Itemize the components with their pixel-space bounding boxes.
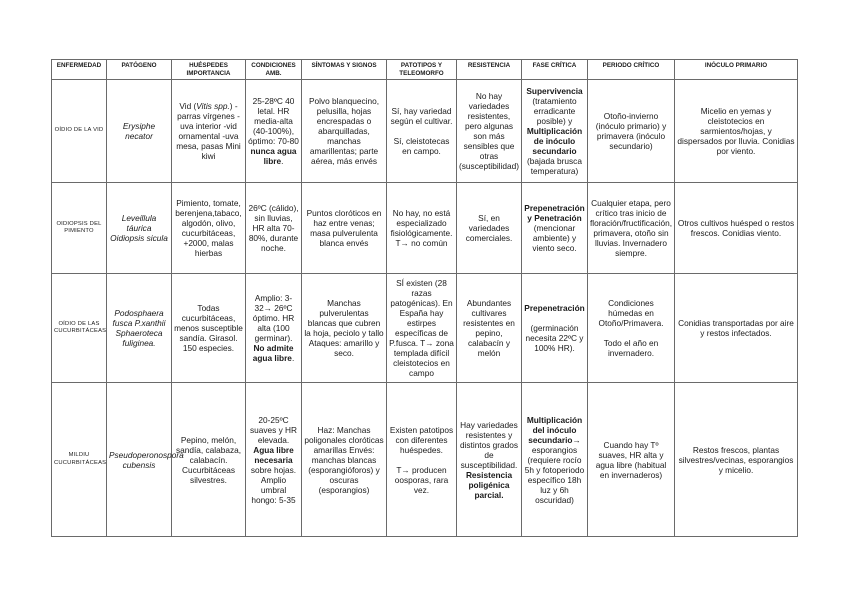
cell-enfermedad: OÍDIO DE LAS CUCURBITÁCEAS <box>52 274 107 383</box>
cell-enfermedad: OIDIOPSIS DEL PIMIENTO <box>52 183 107 274</box>
table-row <box>52 274 798 383</box>
text-part-bold: nunca agua libre <box>250 146 297 166</box>
text-part: Vid ( <box>179 101 197 111</box>
cell-resistencia <box>457 383 522 537</box>
text-part: (mencionar ambiente) y viento seco. <box>532 223 577 253</box>
text-part: Sí, hay variedad según el cultivar. <box>390 106 453 126</box>
cell-periodo-critico: Otoño-invierno (inóculo primario) y primavera (inóculo secundario) <box>588 80 675 183</box>
cell-enfermedad: OÍDIO DE LA VID <box>52 80 107 183</box>
text-part: Existen patotipos con diferentes huéspedes. <box>389 424 454 455</box>
cell-huespedes: Todas cucurbitáceas, menos susceptible sandía. Girasol. 150 especies. <box>172 274 246 383</box>
disease-table <box>51 59 798 537</box>
cell-patotipos: SÍ existen (28 razas patogénicas). En España hay estirpes específicas de P.fusca. T→ zona templada difícil cleistotecios en campo <box>387 274 457 383</box>
cell-patotipos <box>387 383 457 537</box>
text-part: . <box>291 353 295 363</box>
text-part: (germinación necesita 22ºC y 100% HR). <box>525 323 584 353</box>
text-part: Amplio: 3-32→ 26ºC óptimo. HR alta (100 germinar). <box>252 293 295 343</box>
text-part: (tratamiento erradicante posible) y <box>532 96 577 126</box>
header-row <box>52 60 798 80</box>
cell-periodo-critico: Cuando hay Tº suaves, HR alta y agua libre (habitual en invernaderos) <box>588 383 675 537</box>
header-fase-critica: FASE CRÍTICA <box>522 60 588 80</box>
cell-inoculo-primario: Micelio en yemas y cleistotecios en sarmientos/hojas, y dispersados por lluvia. Conidias por viento. <box>675 80 798 183</box>
table-row <box>52 183 798 274</box>
text-part: (bajada brusca temperatura) <box>527 156 582 176</box>
cell-sintomas: Manchas pulverulentas blancas que cubren la hoja, peciolo y tallo Ataques: amarillo y seco. <box>302 274 387 383</box>
text-part: T→ producen oosporas, rara vez. <box>394 464 449 495</box>
header-patotipos: PATOTIPOS Y TELEOMORFO <box>387 60 457 80</box>
cell-inoculo-primario: Otros cultivos huésped o restos frescos. Conidias viento. <box>675 183 798 274</box>
text-part: ) -parras vírgenes -uva interior -vid ornamental -uva mesa, pasas Mini kiwi <box>176 101 241 161</box>
text-part-bold: Multiplicación del inóculo secundario <box>526 414 583 445</box>
header-sintomas: SÍNTOMAS Y SIGNOS <box>302 60 387 80</box>
cell-patogeno: Pseudoperonospora cubensis <box>107 383 172 537</box>
cell-patogeno: Leveillula táurica Oidiopsis sicula <box>107 183 172 274</box>
cell-resistencia: Abundantes cultivares resistentes en pepino, calabacín y melón <box>457 274 522 383</box>
header-condiciones: CONDICIONES AMB. <box>246 60 302 80</box>
text-part: Sí, cleistotecas en campo. <box>393 136 450 156</box>
cell-enfermedad: MILDIU CUCURBITÁCEAS <box>52 383 107 537</box>
cell-sintomas: Puntos cloróticos en haz entre venas; masa pulverulenta blanca envés <box>302 183 387 274</box>
cell-patotipos: No hay, no está especializado fisiológicamente. T→ no común <box>387 183 457 274</box>
cell-condiciones <box>246 80 302 183</box>
text-part-bold: Prepenetración <box>524 303 585 313</box>
text-part-bold: Supervivencia <box>526 86 583 96</box>
text-part-italic: Vitis spp. <box>196 101 230 111</box>
cell-patogeno: Podosphaera fusca P.xanthii Sphaeroteca fuliginea. <box>107 274 172 383</box>
text-part: → esporangios (requiere rocío 5h y fotoperiodo específico 18h luz y 6h oscuridad) <box>524 434 585 505</box>
cell-huespedes <box>172 80 246 183</box>
text-part-bold: Agua libre necesaria <box>253 444 294 465</box>
cell-sintomas: Haz: Manchas poligonales cloróticas amarillas Envés: manchas blancas (esporangióforos) y oscuras (esporangios) <box>302 383 387 537</box>
text-part-bold: Prepenetración y Penetración <box>524 203 585 223</box>
header-inoculo-primario: INÓCULO PRIMARIO <box>675 60 798 80</box>
cell-huespedes: Pepino, melón, sandía, calabaza, calabacín. Cucurbitáceas silvestres. <box>172 383 246 537</box>
text-part: Condiciones húmedas en Otoño/Primavera. <box>598 298 664 328</box>
cell-inoculo-primario: Restos frescos, plantas silvestres/vecinas, esporangios y micelio. <box>675 383 798 537</box>
header-huespedes: HUÉSPEDES IMPORTANCIA <box>172 60 246 80</box>
cell-periodo-critico: Cualquier etapa, pero crítico tras inicio de floración/fructificación, primavera, otoño sin lluvias. Invernadero siempre. <box>588 183 675 274</box>
cell-fase-critica <box>522 383 588 537</box>
text-part: Hay variedades resistentes y distintos grados de susceptibilidad. <box>459 419 519 470</box>
table-row <box>52 80 798 183</box>
cell-fase-critica <box>522 80 588 183</box>
cell-condiciones <box>246 274 302 383</box>
cell-fase-critica <box>522 274 588 383</box>
cell-periodo-critico <box>588 274 675 383</box>
text-part-bold: No admite agua libre <box>252 343 294 363</box>
cell-condiciones: 26ºC (cálido), sin lluvias, HR alta 70-80%, durante noche. <box>246 183 302 274</box>
table-row <box>52 383 798 537</box>
cell-fase-critica <box>522 183 588 274</box>
cell-patogeno: Erysiphe necator <box>107 80 172 183</box>
text-part: sobre hojas. Amplio umbral hongo: 5-35 <box>250 464 297 505</box>
text-part: . <box>281 156 284 166</box>
text-part-bold: Resistencia poligénica parcial. <box>465 469 513 500</box>
header-resistencia: RESISTENCIA <box>457 60 522 80</box>
header-patogeno: PATÓGENO <box>107 60 172 80</box>
header-periodo-critico: PERIODO CRÍTICO <box>588 60 675 80</box>
text-part: Todo el año en invernadero. <box>603 338 659 358</box>
text-part: 25-28ºC 40 letal. HR media-alta (40-100%), óptimo: 70-80 <box>248 96 299 146</box>
text-part-bold: Multiplicación de inóculo secundario <box>526 126 583 156</box>
cell-inoculo-primario: Conidias transportadas por aire y restos infectados. <box>675 274 798 383</box>
cell-patotipos <box>387 80 457 183</box>
text-part: 20-25ºC suaves y HR elevada. <box>249 414 298 445</box>
header-enfermedad: ENFERMEDAD <box>52 60 107 80</box>
cell-resistencia: Sí, en variedades comerciales. <box>457 183 522 274</box>
cell-huespedes: Pimiento, tomate, berenjena,tabaco, algodón, olivo, cucurbitáceas, +2000, malas hierbas <box>172 183 246 274</box>
cell-condiciones <box>246 383 302 537</box>
cell-resistencia: No hay variedades resistentes, pero algunas son más sensibles que otras (susceptibilidad) <box>457 80 522 183</box>
cell-sintomas: Polvo blanquecino, pelusilla, hojas encrespadas o abarquilladas, manchas amarillentas; parte aérea, más envés <box>302 80 387 183</box>
